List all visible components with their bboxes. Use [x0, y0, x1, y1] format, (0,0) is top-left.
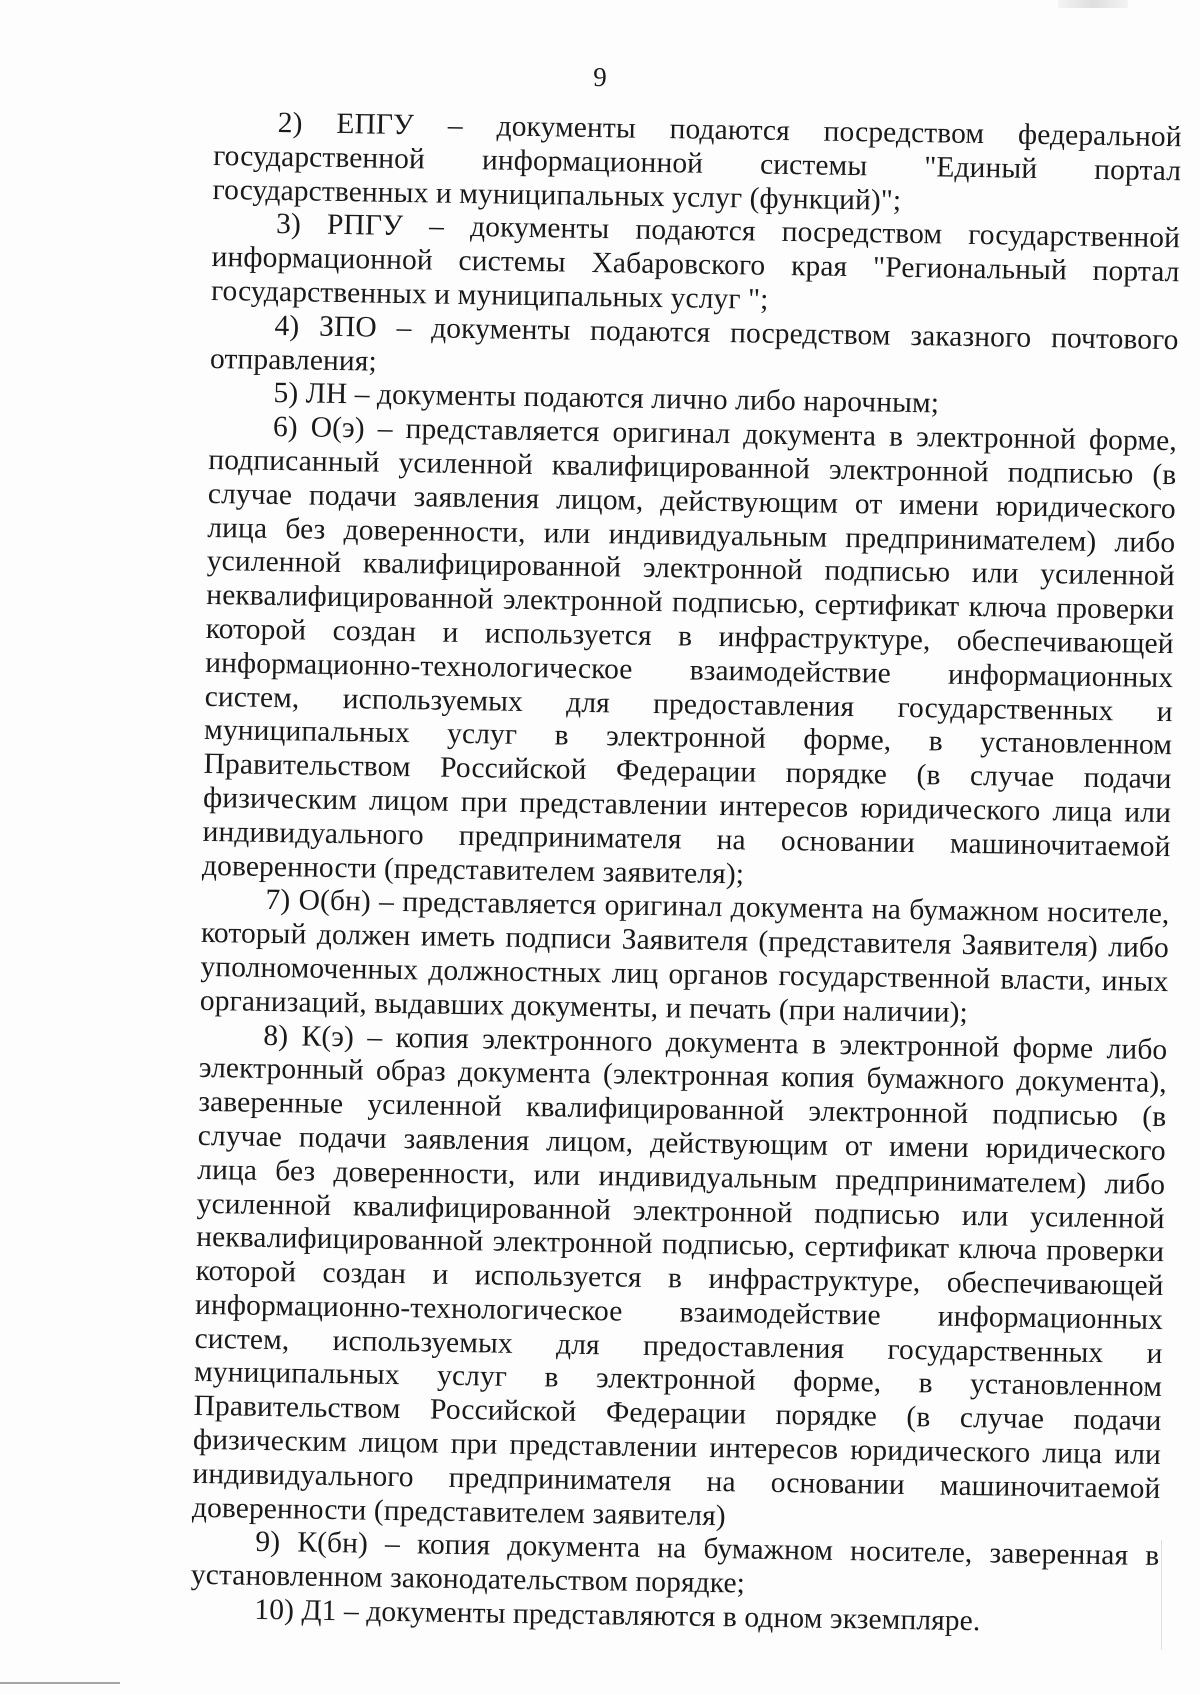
scan-artifact-bottom	[0, 1682, 120, 1684]
scan-artifact-right	[1161, 1540, 1162, 1650]
list-item-d1: 10) Д1 – документы представляются в одном экземпляре.	[254, 1593, 981, 1638]
list-item-zpo: 4) ЗПО – документы подаются посредством заказного почтового отправления;	[209, 309, 1179, 378]
scan-artifact-top	[1058, 0, 1128, 8]
page-number: 9	[593, 62, 607, 92]
list-item-o-bn: 7) О(бн) – представляется оригинал документа на бумажном носителе, который должен иметь подписи Заявителя (представителя Заявителя) либо уполномоченных должностных лиц органов государственной власти, иных организаций, выдавших документы, и печать (при наличии);	[199, 884, 1170, 1029]
list-item-ln: 5) ЛН – документы подаются лично либо нарочным;	[273, 377, 940, 420]
list-item-k-e: 8) К(э) – копия электронного документа в электронной форме либо электронный образ документа (электронная копия бумажного документа), заверенные усиленной квалифицированной электронной подписью (в случае подачи заявления лицом, действующим от имени юридического лица без доверенности, или индивидуальным предпринимателем) либо усиленной квалифицированной электронной подписью или усиленной неквалифицированной электронной подписью, сертификат ключа проверки которой создан и используется в инфраструктуре, обеспечивающей информационно-технологическое взаимодействие информационных систем, используемых для предоставления государственных и муниципальных услуг в электронной форме, в установленном Правительством Российской Федерации порядке (в случае подачи физическим лицом при представлении интересов юридического лица или индивидуального предпринимателя на основании машиночитаемой доверенности (представителем заявителя)	[191, 1019, 1168, 1532]
list-item-o-e: 6) О(э) – представляется оригинал документа в электронной форме, подписанный усиленной квалифицированной электронной подписью (в случае подачи заявления лицом, действующим от имени юридического лица без доверенности, или индивидуальным предпринимателем) либо усиленной квалифицированной электронной подписью или усиленной неквалифицированной электронной подписью, сертификат ключа проверки которой создан и используется в инфраструктуре, обеспечивающей информационно-технологическое взаимодействие информационных систем, используемых для предоставления государственных и муниципальных услуг в электронной форме, в установленном Правительством Российской Федерации порядке (в случае подачи физическим лицом при представлении интересов юридического лица или индивидуального предпринимателя на основании машиночитаемой доверенности (представителем заявителя);	[201, 411, 1178, 890]
list-item-k-bn: 9) К(бн) – копия документа на бумажном носителе, заверенная в установленном законодательством порядке;	[190, 1526, 1160, 1600]
list-item-rpgu: 3) РПГУ – документы подаются посредством государственной информационной системы Хабаровского края "Региональный портал государственных и муниципальных услуг ";	[210, 208, 1181, 316]
document-body	[190, 106, 1182, 1642]
list-item-epgu: 2) ЕПГУ – документы подаются посредством федеральной государственной информационной системы "Единый портал государственных и муниципальных услуг (функций)";	[212, 107, 1182, 217]
